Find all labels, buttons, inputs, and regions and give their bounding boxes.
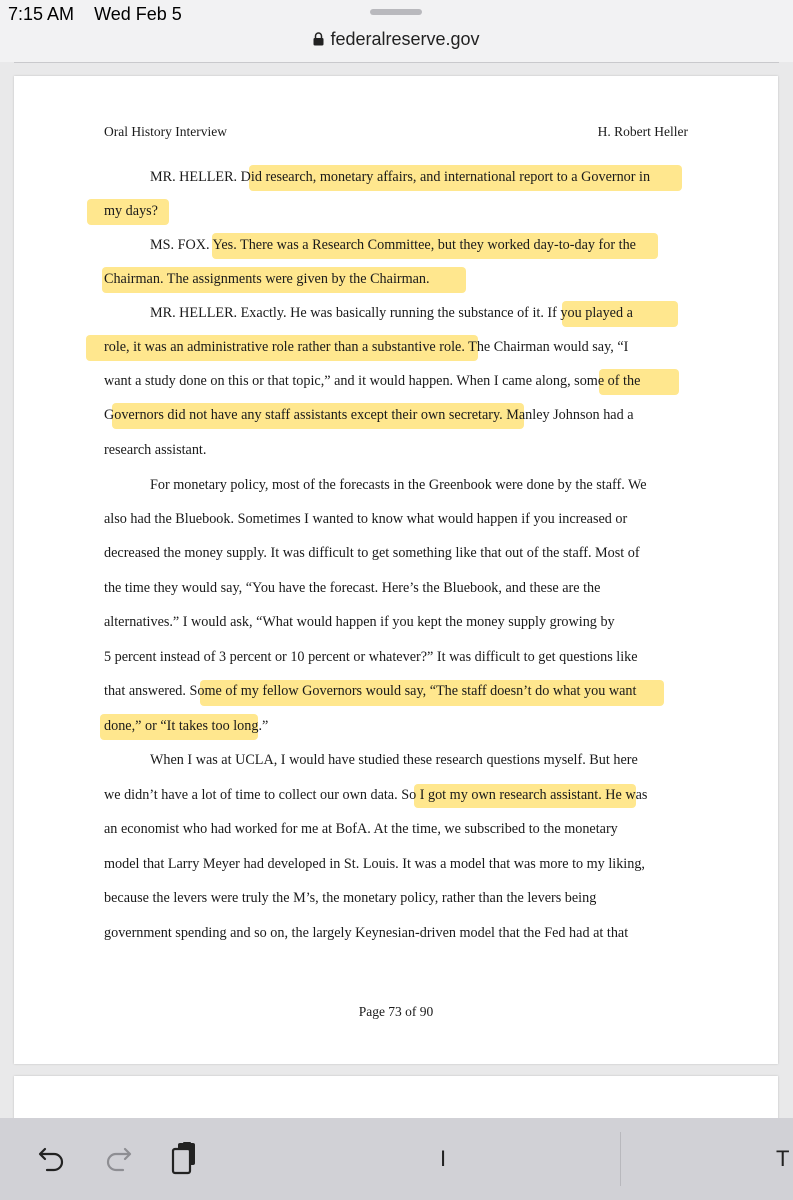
text-line: alternatives.” I would ask, “What would happen if you kept the money supply growing by: [104, 614, 615, 630]
toolbar-divider: [620, 1132, 621, 1186]
status-date: Wed Feb 5: [94, 4, 182, 24]
text-line: MR. HELLER. Exactly. He was basically running the substance of it. If you played a: [150, 305, 633, 321]
keyboard-shortcut-bar: [0, 1118, 793, 1200]
text-line: that answered. Some of my fellow Governors would say, “The staff doesn’t do what you want: [104, 683, 637, 699]
cursor-key[interactable]: I: [440, 1146, 447, 1171]
text-line: Governors did not have any staff assistants except their own secretary. Manley Johnson had a: [104, 407, 634, 423]
multitasking-grabber[interactable]: [370, 9, 422, 15]
text-line: decreased the money supply. It was difficult to get something like that out of the staff. Most of: [104, 545, 640, 561]
text-line: MS. FOX. Yes. There was a Research Committee, but they worked day-to-day for the: [150, 237, 636, 253]
text-line: For monetary policy, most of the forecasts in the Greenbook were done by the staff. We: [150, 477, 647, 493]
status-bar: [0, 0, 793, 62]
lock-icon: [313, 30, 324, 51]
text-line: because the levers were truly the M’s, the monetary policy, rather than the levers being: [104, 890, 597, 906]
undo-button[interactable]: [34, 1140, 70, 1176]
text-line: 5 percent instead of 3 percent or 10 percent or whatever?” It was difficult to get questions like: [104, 649, 638, 665]
text-line: my days?: [104, 203, 158, 219]
paste-button[interactable]: [167, 1140, 203, 1176]
document-header-left: Oral History Interview: [104, 124, 227, 139]
text-format-key[interactable]: T: [776, 1146, 790, 1171]
redo-button[interactable]: [100, 1140, 136, 1176]
text-line: role, it was an administrative role rather than a substantive role. The Chairman would say, “I: [104, 339, 629, 355]
status-time-date: [8, 4, 182, 25]
text-line: government spending and so on, the largely Keynesian-driven model that the Fed had at that: [104, 925, 629, 941]
text-line: model that Larry Meyer had developed in St. Louis. It was a model that was more to my liking,: [104, 856, 645, 872]
text-line: also had the Bluebook. Sometimes I wanted to know what would happen if you increased or: [104, 511, 628, 527]
url-text: federalreserve.gov: [330, 29, 480, 49]
text-line: research assistant.: [104, 442, 207, 458]
text-line: the time they would say, “You have the forecast. Here’s the Bluebook, and these are the: [104, 580, 601, 596]
divider: [14, 62, 779, 63]
text-line: Chairman. The assignments were given by the Chairman.: [104, 271, 430, 287]
document-header-right: H. Robert Heller: [597, 124, 688, 139]
document-page: [14, 76, 778, 1064]
status-time: 7:15 AM: [8, 4, 75, 24]
text-line: an economist who had worked for me at BofA. At the time, we subscribed to the monetary: [104, 821, 618, 837]
redo-icon: [103, 1143, 133, 1173]
text-line: done,” or “It takes too long.”: [104, 718, 269, 734]
text-line: When I was at UCLA, I would have studied these research questions myself. But here: [150, 752, 638, 768]
address-bar[interactable]: [0, 29, 793, 51]
text-line: we didn’t have a lot of time to collect our own data. So I got my own research assistant. He was: [104, 787, 648, 803]
text-line: want a study done on this or that topic,” and it would happen. When I came along, some of the: [104, 373, 641, 389]
undo-icon: [37, 1143, 67, 1173]
page-number: Page 73 of 90: [358, 1004, 434, 1019]
text-line: MR. HELLER. Did research, monetary affairs, and international report to a Governor in: [150, 169, 651, 185]
clipboard-icon: [169, 1141, 201, 1175]
